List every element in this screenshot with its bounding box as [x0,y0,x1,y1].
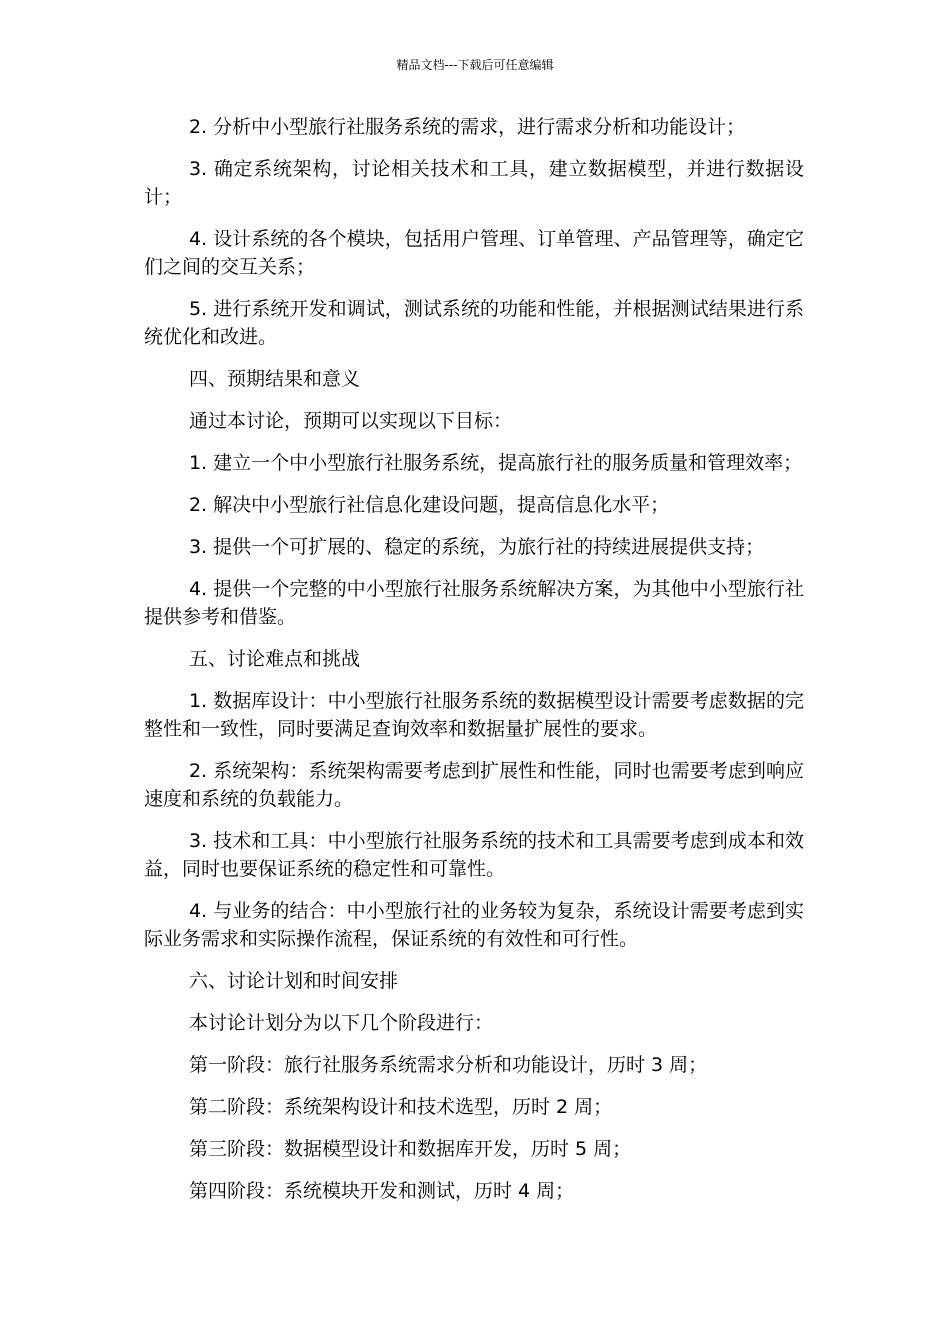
paragraph-step-5: 5. 进行系统开发和调试，测试系统的功能和性能，并根据测试结果进行系统优化和改进。 [144,298,804,348]
section-heading-expected-results: 四、预期结果和意义 [189,368,361,390]
document-body [144,113,804,1219]
paragraph-schedule-intro: 本讨论计划分为以下几个阶段进行： [189,1012,494,1034]
paragraph-difficulty-1: 1. 数据库设计：中小型旅行社服务系统的数据模型设计需要考虑数据的完整性和一致性，同时要满足查询效率和数据量扩展性的要求。 [144,690,804,740]
paragraph-phase-1: 第一阶段：旅行社服务系统需求分析和功能设计，历时 3 周； [189,1054,708,1076]
paragraph-goal-4: 4. 提供一个完整的中小型旅行社服务系统解决方案，为其他中小型旅行社提供参考和借鉴。 [144,578,804,628]
paragraph-phase-3: 第三阶段：数据模型设计和数据库开发，历时 5 周； [189,1138,632,1160]
paragraph-difficulty-2: 2. 系统架构：系统架构需要考虑到扩展性和性能，同时也需要考虑到响应速度和系统的负载能力。 [144,760,804,810]
paragraph-step-3: 3. 确定系统架构，讨论相关技术和工具，建立数据模型，并进行数据设计； [144,158,804,208]
page-header: 精品文档---下载后可任意编辑 [396,58,554,72]
paragraph-step-2: 2. 分析中小型旅行社服务系统的需求，进行需求分析和功能设计； [189,116,746,138]
paragraph-goal-1: 1. 建立一个中小型旅行社服务系统，提高旅行社的服务质量和管理效率； [189,452,803,474]
paragraph-difficulty-4: 4. 与业务的结合：中小型旅行社的业务较为复杂，系统设计需要考虑到实际业务需求和实际操作流程，保证系统的有效性和可行性。 [144,900,804,950]
paragraph-phase-4: 第四阶段：系统模块开发和测试，历时 4 周； [189,1180,575,1202]
paragraph-goal-2: 2. 解决中小型旅行社信息化建设问题，提高信息化水平； [189,494,670,516]
paragraph-goals-intro: 通过本讨论，预期可以实现以下目标： [189,410,513,432]
paragraph-phase-2: 第二阶段：系统架构设计和技术选型，历时 2 周； [189,1096,613,1118]
paragraph-step-4: 4. 设计系统的各个模块，包括用户管理、订单管理、产品管理等，确定它们之间的交互关系； [144,228,804,278]
section-heading-schedule: 六、讨论计划和时间安排 [189,970,399,992]
paragraph-goal-3: 3. 提供一个可扩展的、稳定的系统，为旅行社的持续进展提供支持； [189,536,765,558]
paragraph-difficulty-3: 3. 技术和工具：中小型旅行社服务系统的技术和工具需要考虑到成本和效益，同时也要保证系统的稳定性和可靠性。 [144,830,804,880]
section-heading-difficulties: 五、讨论难点和挑战 [189,648,361,670]
